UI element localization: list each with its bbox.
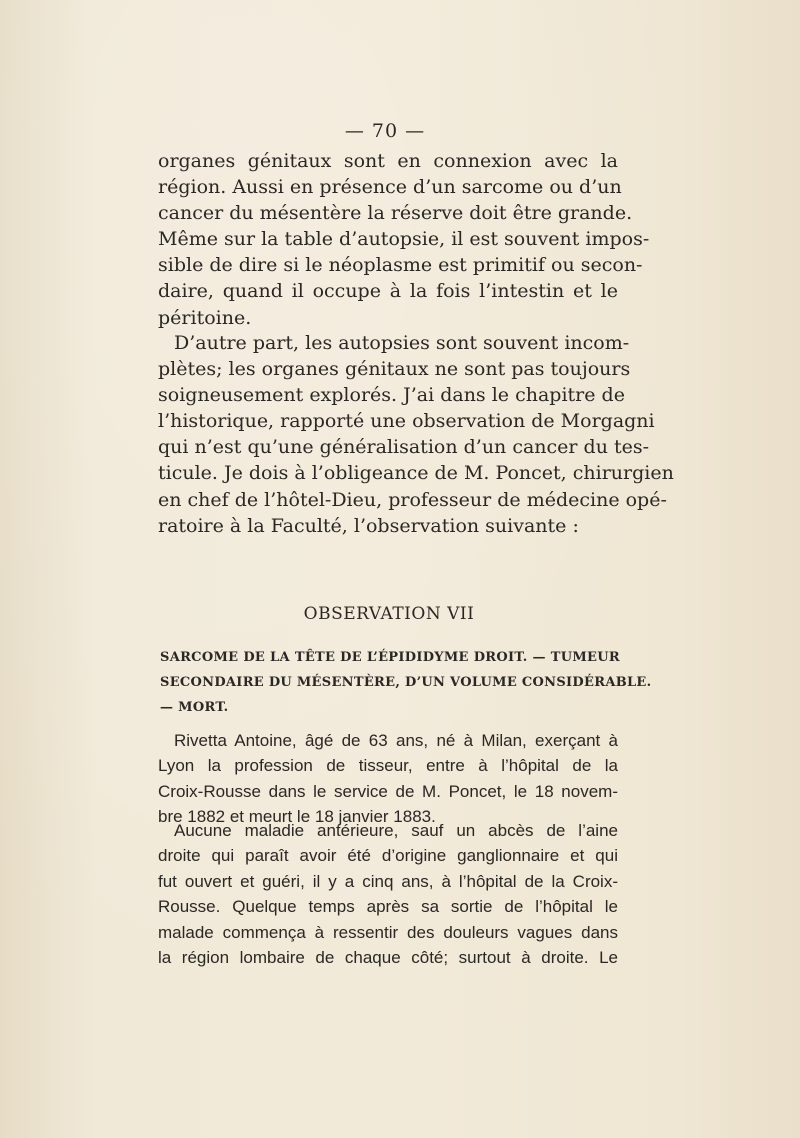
text-line: bre 1882 et meurt le 18 janvier 1883.	[158, 807, 436, 827]
text-line: organes génitaux sont en connexion avec la	[158, 150, 618, 172]
text-line: plètes; les organes génitaux ne sont pas toujours	[158, 358, 631, 381]
text-line: Même sur la table d’autopsie, il est souvent impos-	[158, 228, 650, 251]
paragraph-1	[158, 148, 650, 331]
text-line: qui n’est qu’une généralisation d’un cancer du tes-	[158, 436, 650, 459]
text-line: Lyon la profession de tisseur, entre à l’hôpital de la	[158, 756, 618, 776]
text-line: en chef de l’hôtel-Dieu, professeur de médecine opé-	[158, 488, 667, 511]
paragraph-2	[158, 330, 674, 539]
text-line: ratoire à la Faculté, l’observation suivante :	[158, 514, 579, 537]
text-line: malade commença à ressentir des douleurs vagues dans	[158, 922, 618, 942]
text-line: Aucune maladie antérieure, sauf un abcès de l’aine	[174, 821, 618, 840]
text-line: région. Aussi en présence d’un sarcome ou d’un	[158, 176, 622, 199]
paragraph-4	[158, 818, 618, 970]
text-line: Rivetta Antoine, âgé de 63 ans, né à Milan, exerçant à	[174, 731, 618, 750]
subtitle-line: — MORT.	[160, 700, 229, 715]
subtitle-line: SECONDAIRE DU MÉSENTÈRE, D’UN VOLUME CONSIDÉRABLE.	[160, 675, 652, 690]
text-line: la région lombaire de chaque côté; surtout à droite. Le	[158, 948, 618, 968]
text-line: péritoine.	[158, 306, 252, 329]
text-line: droite qui paraît avoir été d’origine ganglionnaire et qui	[158, 846, 618, 866]
text-line: ticule. Je dois à l’obligeance de M. Poncet, chirurgien	[158, 462, 674, 485]
text-line: soigneusement explorés. J’ai dans le chapitre de	[158, 384, 625, 407]
text-line: Croix-Rousse dans le service de M. Poncet, le 18 novem-	[158, 781, 618, 801]
text-line: cancer du mésentère la réserve doit être grande.	[158, 202, 633, 225]
paragraph-3	[158, 728, 618, 830]
subtitle-line: SARCOME DE LA TÊTE DE L’ÉPIDIDYME DROIT. — TUMEUR	[160, 650, 620, 665]
text-line: daire, quand il occupe à la fois l’intestin et le	[158, 280, 618, 303]
observation-title: OBSERVATION VII	[303, 604, 475, 624]
text-line: sible de dire si le néoplasme est primitif ou secon-	[158, 254, 643, 277]
page-number: — 70 —	[344, 120, 426, 142]
text-line: D’autre part, les autopsies sont souvent incom-	[174, 332, 630, 354]
observation-subtitle	[160, 645, 652, 720]
text-line: l’historique, rapporté une observation de Morgagni	[158, 410, 655, 433]
text-line: fut ouvert et guéri, il y a cinq ans, à l’hôpital de la Croix-	[158, 871, 618, 891]
text-line: Rousse. Quelque temps après sa sortie de l’hôpital le	[158, 897, 618, 917]
